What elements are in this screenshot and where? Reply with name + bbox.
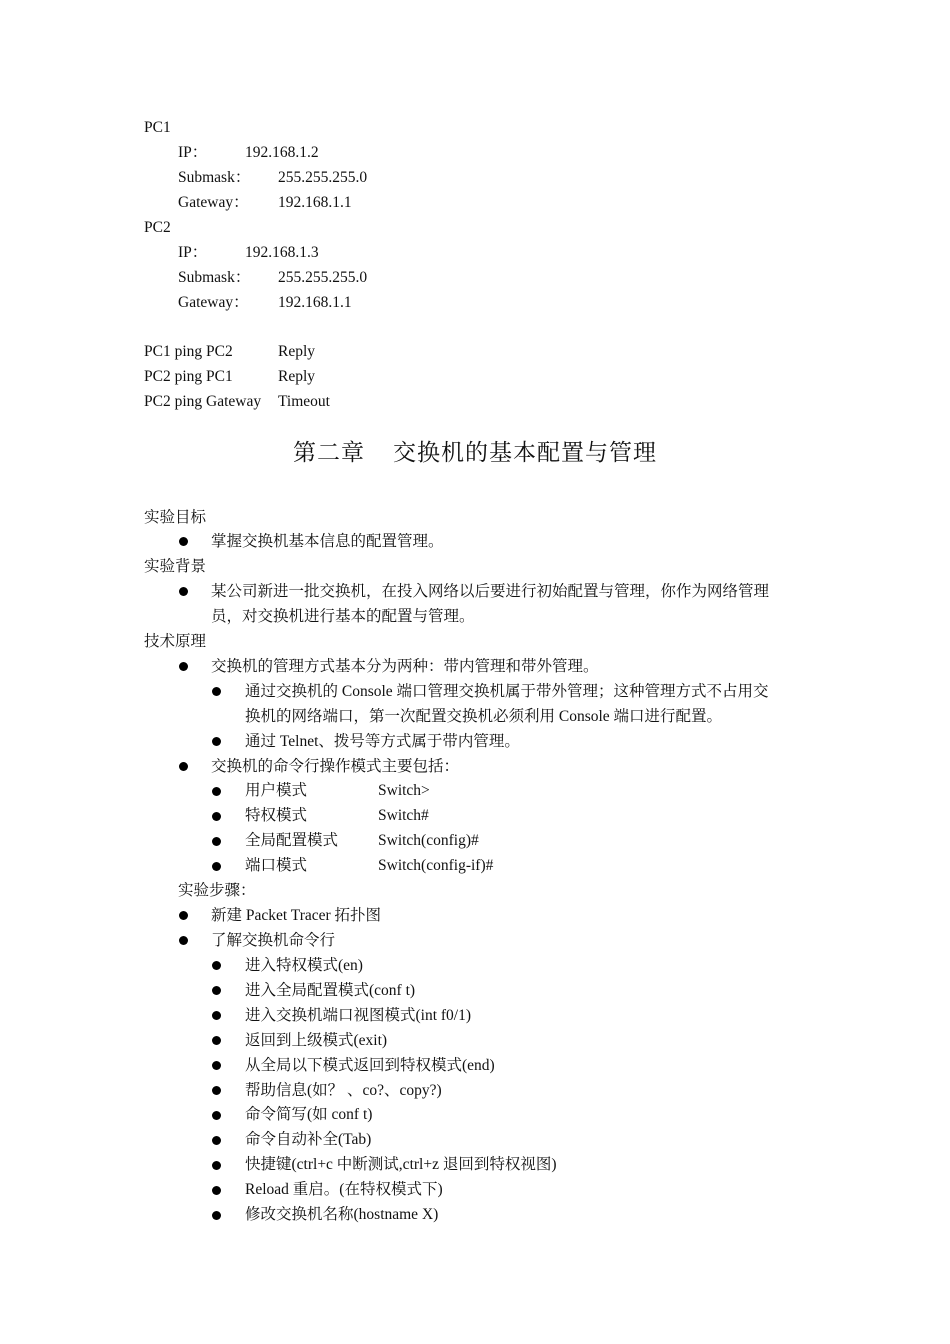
bullet-icon	[179, 911, 188, 920]
pc1-gateway-label: Gateway：	[178, 194, 249, 211]
bullet-icon	[179, 537, 188, 546]
sub-list-item: 通过 Telnet、拨号等方式属于带内管理。	[245, 733, 520, 750]
sub-list-item: 命令简写(如 conf t)	[245, 1106, 373, 1123]
bullet-icon	[212, 1161, 221, 1170]
ping-result: Timeout	[278, 393, 330, 410]
ping-command: PC1 ping PC2	[144, 343, 233, 360]
bullet-icon	[212, 787, 221, 796]
pc2-ip-label: IP：	[178, 244, 208, 261]
section-heading-objective: 实验目标	[144, 509, 207, 526]
sub-list-item: 修改交换机名称(hostname X)	[245, 1206, 439, 1223]
list-item: 了解交换机命令行	[211, 932, 336, 949]
list-item: 掌握交换机基本信息的配置管理。	[211, 533, 444, 550]
sub-list-item: 命令自动补全(Tab)	[245, 1131, 372, 1148]
sub-list-item: 帮助信息(如？ 、co?、copy?)	[245, 1082, 442, 1099]
section-heading-principle: 技术原理	[144, 633, 207, 650]
mode-prompt: Switch(config)#	[378, 832, 479, 849]
sub-list-item: 进入全局配置模式(conf t)	[245, 982, 416, 999]
bullet-icon	[212, 1136, 221, 1145]
sub-list-item: 快捷键(ctrl+c 中断测试,ctrl+z 退回到特权视图)	[245, 1156, 557, 1173]
bullet-icon	[212, 1211, 221, 1220]
bullet-icon	[212, 1011, 221, 1020]
pc1-gateway-value: 192.168.1.1	[278, 194, 352, 211]
bullet-icon	[212, 1061, 221, 1070]
pc2-heading: PC2	[144, 219, 171, 236]
bullet-icon	[179, 662, 188, 671]
mode-name: 特权模式	[245, 807, 308, 824]
ping-result: Reply	[278, 343, 316, 360]
ping-result: Reply	[278, 368, 316, 385]
sub-list-item-line: 换机的网络端口，第一次配置交换机必须利用 Console 端口进行配置。	[245, 708, 723, 725]
section-heading-background: 实验背景	[144, 558, 207, 575]
bullet-icon	[212, 737, 221, 746]
bullet-icon	[212, 837, 221, 846]
list-item-line: 某公司新进一批交换机，在投入网络以后要进行初始配置与管理，你作为网络管理	[211, 583, 770, 600]
bullet-icon	[212, 986, 221, 995]
mode-name: 端口模式	[245, 857, 308, 874]
bullet-icon	[179, 936, 188, 945]
bullet-icon	[212, 1111, 221, 1120]
bullet-icon	[212, 961, 221, 970]
mode-name: 全局配置模式	[245, 832, 339, 849]
pc1-mask-label: Submask：	[178, 169, 251, 186]
mode-prompt: Switch(config-if)#	[378, 857, 494, 874]
bullet-icon	[212, 862, 221, 871]
pc2-mask-value: 255.255.255.0	[278, 269, 368, 286]
bullet-icon	[212, 812, 221, 821]
chapter-number: 第二章	[293, 440, 365, 466]
mode-name: 用户模式	[245, 782, 308, 799]
sub-list-item: 从全局以下模式返回到特权模式(end)	[245, 1057, 495, 1074]
chapter-title	[0, 438, 950, 468]
mode-prompt: Switch>	[378, 782, 430, 799]
sub-list-item: Reload 重启。(在特权模式下)	[245, 1181, 443, 1198]
sub-list-item: 返回到上级模式(exit)	[245, 1032, 388, 1049]
pc1-ip-label: IP：	[178, 144, 208, 161]
ping-command: PC2 ping Gateway	[144, 393, 262, 410]
section-heading-steps: 实验步骤：	[178, 882, 256, 899]
chapter-name: 交换机的基本配置与管理	[393, 440, 657, 466]
bullet-icon	[212, 687, 221, 696]
pc2-gateway-label: Gateway：	[178, 294, 249, 311]
sub-list-item-line: 通过交换机的 Console 端口管理交换机属于带外管理；这种管理方式不占用交	[245, 683, 769, 700]
bullet-icon	[212, 1036, 221, 1045]
pc1-mask-value: 255.255.255.0	[278, 169, 368, 186]
list-item-line: 员，对交换机进行基本的配置与管理。	[211, 608, 475, 625]
sub-list-item: 进入特权模式(en)	[245, 957, 363, 974]
bullet-icon	[212, 1186, 221, 1195]
bullet-icon	[179, 762, 188, 771]
pc2-mask-label: Submask：	[178, 269, 251, 286]
sub-list-item: 进入交换机端口视图模式(int f0/1)	[245, 1007, 472, 1024]
list-item: 交换机的命令行操作模式主要包括：	[211, 758, 460, 775]
mode-prompt: Switch#	[378, 807, 429, 824]
bullet-icon	[179, 587, 188, 596]
ping-command: PC2 ping PC1	[144, 368, 233, 385]
pc1-ip-value: 192.168.1.2	[245, 144, 319, 161]
list-item: 交换机的管理方式基本分为两种：带内管理和带外管理。	[211, 658, 599, 675]
pc2-ip-value: 192.168.1.3	[245, 244, 319, 261]
list-item: 新建 Packet Tracer 拓扑图	[211, 907, 382, 924]
pc2-gateway-value: 192.168.1.1	[278, 294, 352, 311]
pc1-heading: PC1	[144, 119, 171, 136]
bullet-icon	[212, 1086, 221, 1095]
